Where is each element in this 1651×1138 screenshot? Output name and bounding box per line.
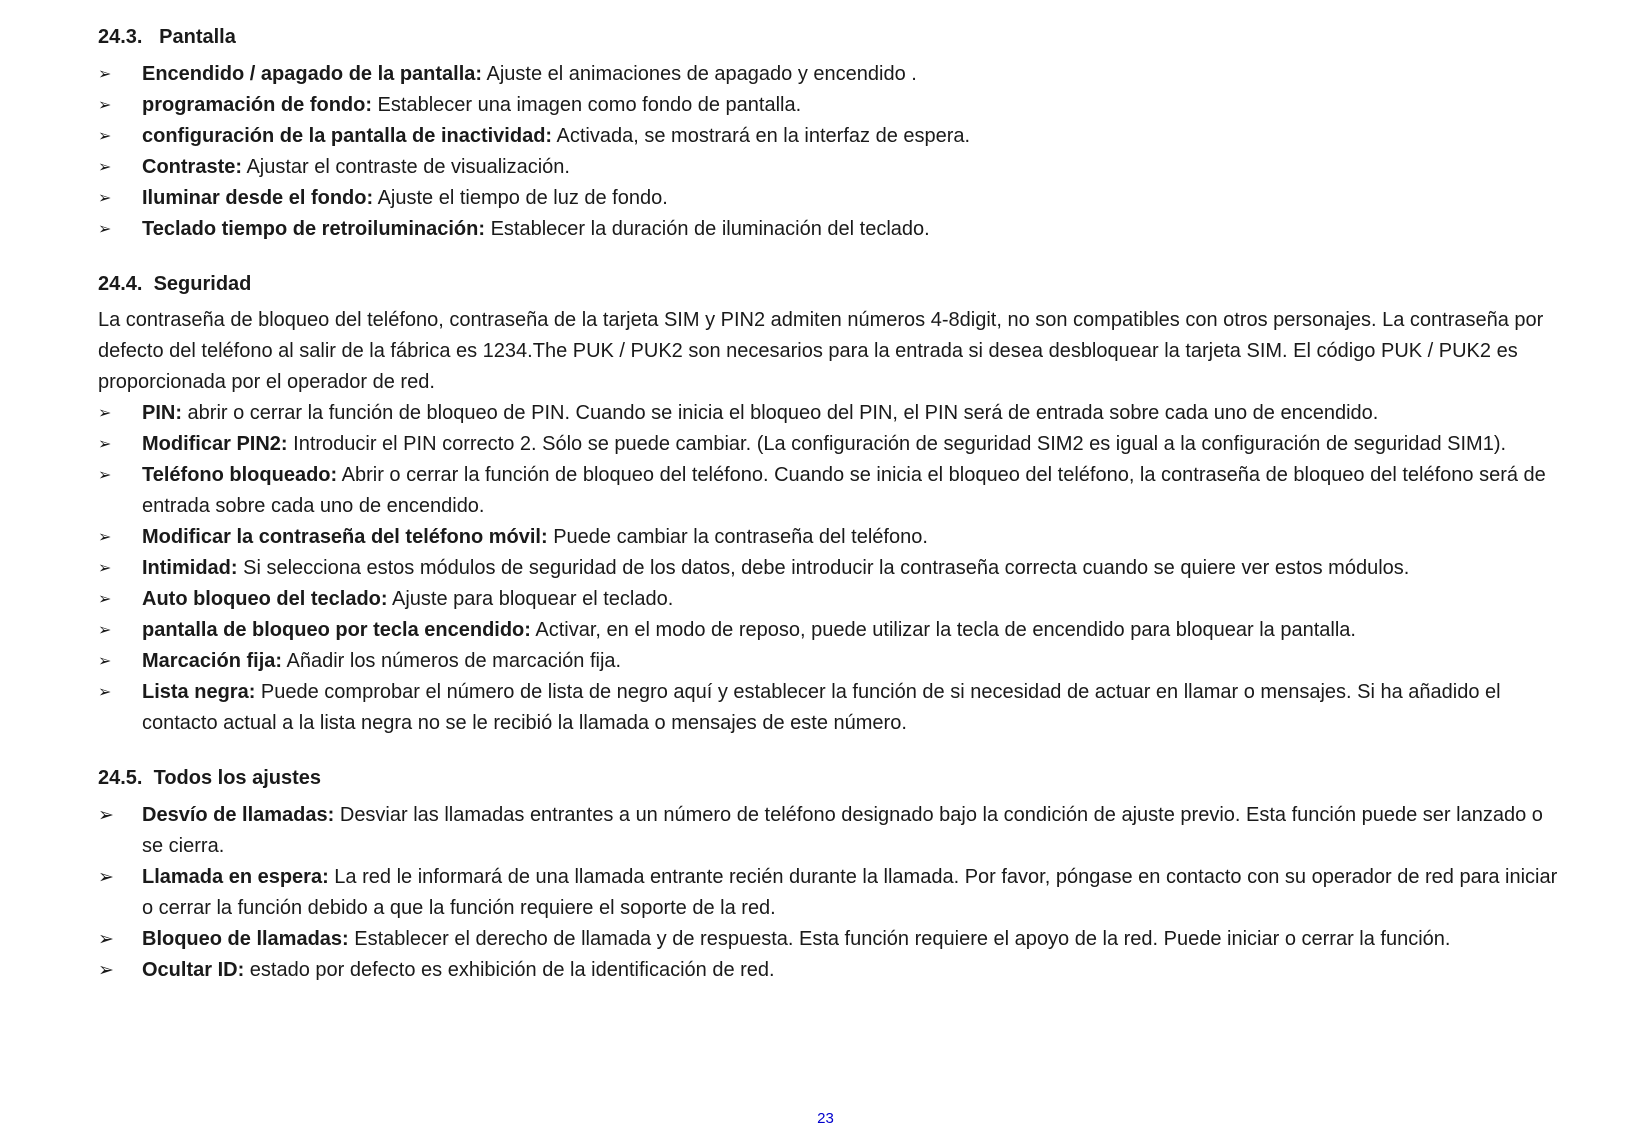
arrow-bullet-icon: ➢ <box>98 867 114 888</box>
list-item: ➢ Desvío de llamadas: Desviar las llamadas entrantes a un número de teléfono designado bajo la condición de ajuste previo. Esta función puede ser lanzado o se cierra. <box>98 800 1558 862</box>
list-item: ➢ Teclado tiempo de retroiluminación: Establecer la duración de iluminación del teclado. <box>98 214 1558 245</box>
section-heading-todos-los-ajustes: 24.5. Todos los ajustes <box>98 767 322 789</box>
arrow-bullet-icon: ➢ <box>98 66 112 83</box>
arrow-bullet-icon: ➢ <box>98 591 112 608</box>
list-item: ➢ configuración de la pantalla de inactividad: Activada, se mostrará en la interfaz de espera. <box>98 121 1558 152</box>
list-item: ➢ PIN: abrir o cerrar la función de bloqueo de PIN. Cuando se inicia el bloqueo del PIN, el PIN será de entrada sobre cada uno de encendido. <box>98 398 1558 429</box>
arrow-bullet-icon: ➢ <box>98 653 112 670</box>
list-item: ➢ Teléfono bloqueado: Abrir o cerrar la función de bloqueo del teléfono. Cuando se inicia el bloqueo del teléfono, la contraseña de bloqueo del teléfono será de entrada sobre cada uno de encendido. <box>98 460 1558 522</box>
arrow-bullet-icon: ➢ <box>98 97 112 114</box>
arrow-bullet-icon: ➢ <box>98 960 114 981</box>
arrow-bullet-icon: ➢ <box>98 128 112 145</box>
section-heading-seguridad: 24.4. Seguridad <box>98 273 252 295</box>
section-heading-pantalla: 24.3. Pantalla <box>98 26 236 48</box>
list-item: ➢ Modificar la contraseña del teléfono móvil: Puede cambiar la contraseña del teléfono. <box>98 522 1558 553</box>
list-item: ➢ Contraste: Ajustar el contraste de visualización. <box>98 152 1558 183</box>
arrow-bullet-icon: ➢ <box>98 805 114 826</box>
list-item: ➢ Llamada en espera: La red le informará de una llamada entrante recién durante la llamada. Por favor, póngase en contacto con su operador de red para iniciar o cerrar la función debido a que la función requiere el soporte de la red. <box>98 862 1558 924</box>
list-item: ➢ Encendido / apagado de la pantalla: Ajuste el animaciones de apagado y encendido . <box>98 59 1558 90</box>
arrow-bullet-icon: ➢ <box>98 405 112 422</box>
arrow-bullet-icon: ➢ <box>98 190 112 207</box>
ajustes-list <box>98 800 1558 986</box>
arrow-bullet-icon: ➢ <box>98 467 112 484</box>
list-item: ➢ Iluminar desde el fondo: Ajuste el tiempo de luz de fondo. <box>98 183 1558 214</box>
arrow-bullet-icon: ➢ <box>98 159 112 176</box>
seguridad-list <box>98 398 1558 739</box>
pantalla-list <box>98 59 1558 245</box>
page-content <box>98 22 1558 986</box>
arrow-bullet-icon: ➢ <box>98 929 114 950</box>
list-item: ➢ Auto bloqueo del teclado: Ajuste para bloquear el teclado. <box>98 584 1558 615</box>
list-item: ➢ Bloqueo de llamadas: Establecer el derecho de llamada y de respuesta. Esta función requiere el apoyo de la red. Puede iniciar o cerrar la función. <box>98 924 1558 955</box>
page-number: 23 <box>817 1110 834 1127</box>
arrow-bullet-icon: ➢ <box>98 684 112 701</box>
arrow-bullet-icon: ➢ <box>98 560 112 577</box>
seguridad-paragraph: La contraseña de bloqueo del teléfono, contraseña de la tarjeta SIM y PIN2 admiten números 4-8digit, no son compatibles con otros personajes. La contraseña por defecto del teléfono al salir de la fábrica es 1234.The PUK / PUK2 son necesarios para la entrada si desea desbloquear la tarjeta SIM. El código PUK / PUK2 es proporcionada por el operador de red. <box>98 309 1544 393</box>
list-item: ➢ Marcación fija: Añadir los números de marcación fija. <box>98 646 1558 677</box>
list-item: ➢ pantalla de bloqueo por tecla encendido: Activar, en el modo de reposo, puede utilizar la tecla de encendido para bloquear la pantalla. <box>98 615 1558 646</box>
list-item: ➢ programación de fondo: Establecer una imagen como fondo de pantalla. <box>98 90 1558 121</box>
arrow-bullet-icon: ➢ <box>98 221 112 238</box>
list-item: ➢ Lista negra: Puede comprobar el número de lista de negro aquí y establecer la función de si necesidad de actuar en llamar o mensajes. Si ha añadido el contacto actual a la lista negra no se le recibió la llamada o mensajes de este número. <box>98 677 1558 739</box>
arrow-bullet-icon: ➢ <box>98 529 112 546</box>
list-item: ➢ Ocultar ID: estado por defecto es exhibición de la identificación de red. <box>98 955 1558 986</box>
list-item: ➢ Intimidad: Si selecciona estos módulos de seguridad de los datos, debe introducir la contraseña correcta cuando se quiere ver estos módulos. <box>98 553 1558 584</box>
list-item: ➢ Modificar PIN2: Introducir el PIN correcto 2. Sólo se puede cambiar. (La configuración de seguridad SIM2 es igual a la configuración de seguridad SIM1). <box>98 429 1558 460</box>
arrow-bullet-icon: ➢ <box>98 436 112 453</box>
arrow-bullet-icon: ➢ <box>98 622 112 639</box>
